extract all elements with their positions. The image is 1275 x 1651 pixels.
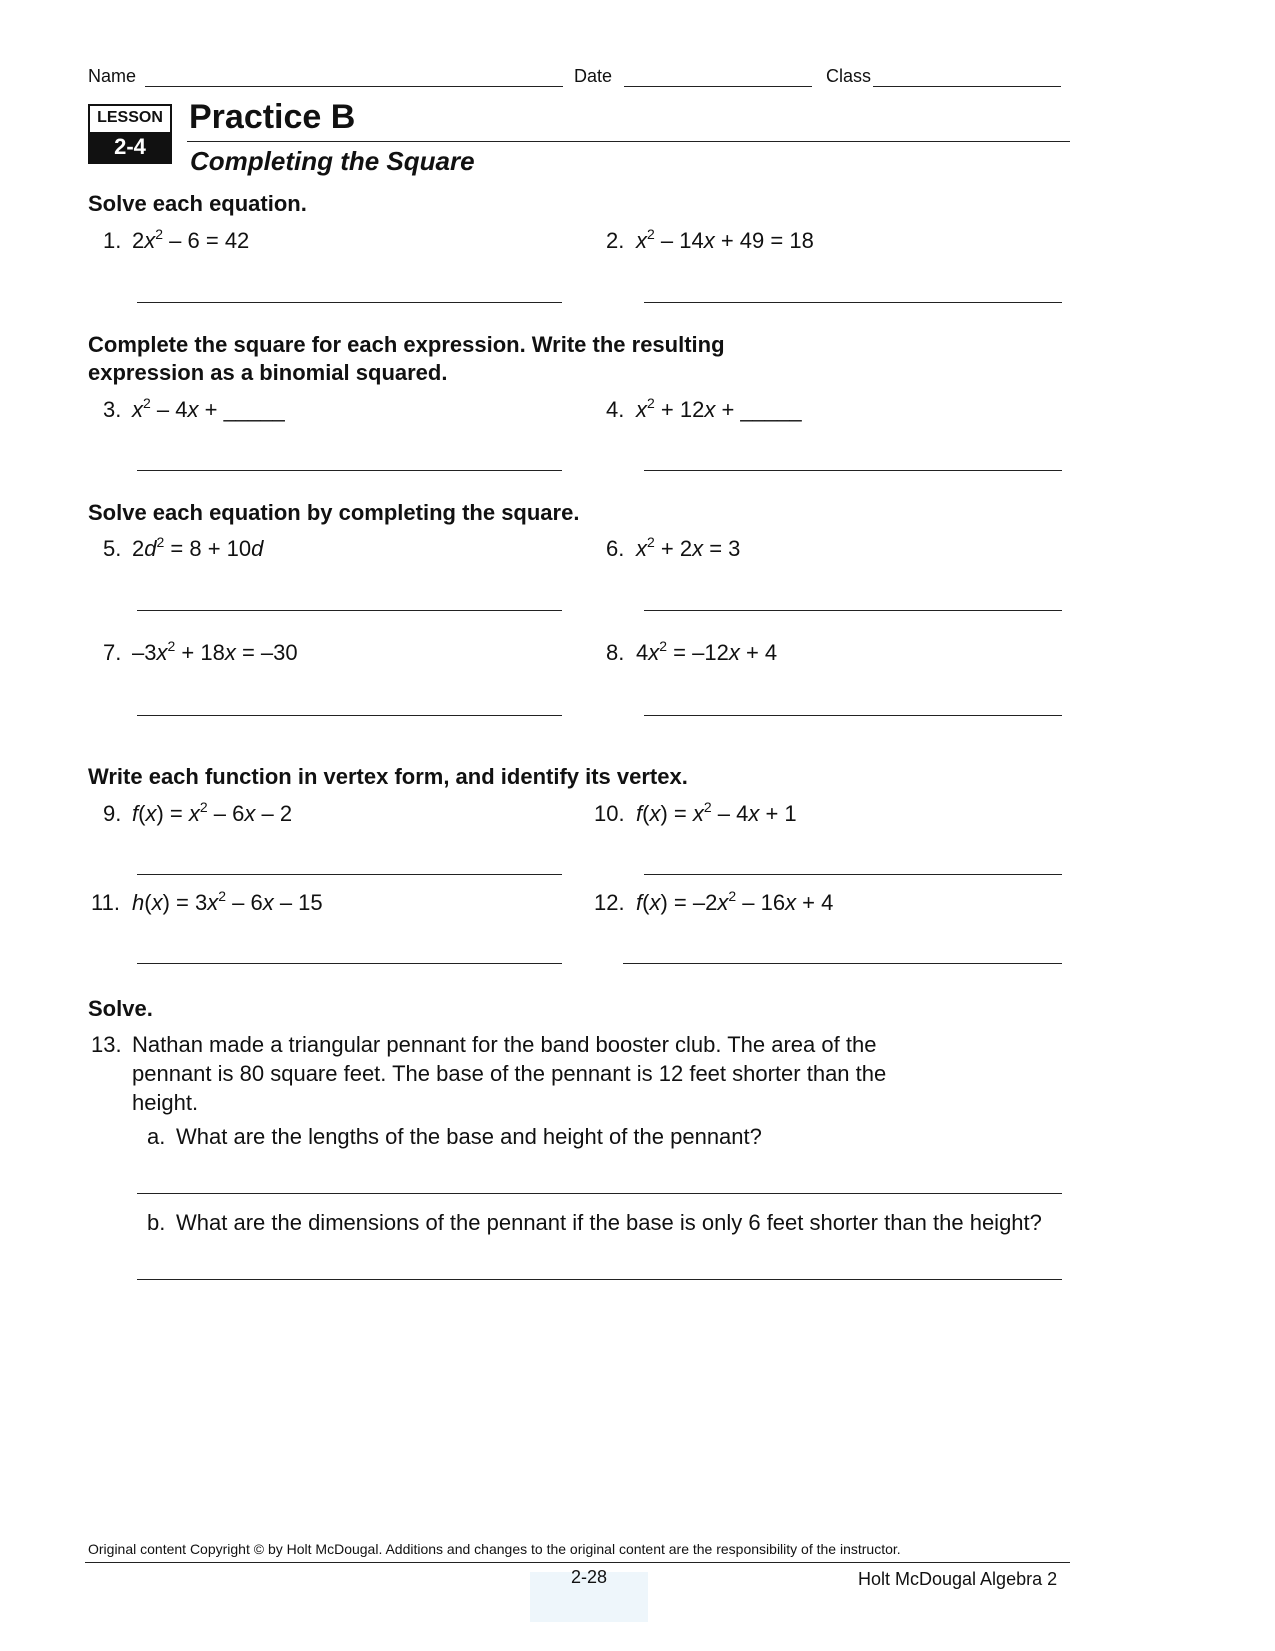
problem-number: 1. xyxy=(103,228,122,253)
problem-number: 11. xyxy=(91,890,120,915)
problem-3-expression: $x^2 - 4x$ + _____ xyxy=(132,395,285,422)
problem-number: 2. xyxy=(606,228,625,253)
date-label: Date xyxy=(574,66,613,86)
problem-13-text-1: Nathan made a triangular pennant for the band booster club. The area of the xyxy=(132,1032,877,1057)
answer-line-13a[interactable] xyxy=(137,1193,1062,1194)
page-title: Practice B xyxy=(189,98,356,136)
class-label: Class xyxy=(826,66,872,86)
problem-10-function: $f(x) = x^2 - 4x + 1$ xyxy=(636,799,797,826)
problem-number: 12. xyxy=(594,890,625,915)
problem-9-function: $f(x) = x^2 - 6x - 2$ xyxy=(132,799,293,826)
answer-line-1[interactable] xyxy=(137,302,562,303)
problem-number: 9. xyxy=(103,801,122,826)
problem-8-equation: $4x^2 = -12x + 4$ xyxy=(636,638,778,665)
section-heading-complete: Complete the square for each expression. Write the resulting xyxy=(88,332,725,357)
problem-4-expression: $x^2 + 12x$ + _____ xyxy=(636,395,802,422)
problem-number: 13. xyxy=(91,1032,122,1057)
problem-number: 3. xyxy=(103,397,122,422)
answer-line-13b[interactable] xyxy=(137,1279,1062,1280)
section-heading-vertex-form: Write each function in vertex form, and identify its vertex. xyxy=(88,764,688,789)
answer-line-6[interactable] xyxy=(644,610,1062,611)
problem-11-function: $h(x) = 3x^2 - 6x - 15$ xyxy=(132,888,323,915)
part-a-label: a. xyxy=(147,1124,166,1149)
section-heading-solve-word: Solve. xyxy=(88,996,153,1021)
footer-rule xyxy=(85,1562,1070,1563)
page-number: 2-28 xyxy=(570,1567,608,1587)
book-title: Holt McDougal Algebra 2 xyxy=(858,1569,1058,1589)
part-b-label: b. xyxy=(147,1210,166,1235)
title-rule xyxy=(187,141,1070,142)
answer-line-4[interactable] xyxy=(644,470,1062,471)
problem-2-equation: $x^2 - 14x + 49 = 18$ xyxy=(636,226,814,253)
page-subtitle: Completing the Square xyxy=(190,146,475,176)
problem-number: 7. xyxy=(103,640,122,665)
problem-1-equation: $2x^2 - 6 = 42$ xyxy=(132,226,250,253)
section-heading-complete-square: Solve each equation by completing the square. xyxy=(88,500,580,525)
problem-13-text-2: pennant is 80 square feet. The base of the pennant is 12 feet shorter than the xyxy=(132,1061,887,1086)
part-a-question: What are the lengths of the base and height of the pennant? xyxy=(176,1124,762,1149)
answer-line-12[interactable] xyxy=(623,963,1062,964)
answer-line-3[interactable] xyxy=(137,470,562,471)
problem-number: 10. xyxy=(594,801,625,826)
lesson-number: 2-4 xyxy=(90,132,170,162)
problem-7-equation: $-3x^2 + 18x = -30$ xyxy=(132,638,298,665)
answer-line-10[interactable] xyxy=(644,874,1062,875)
date-field[interactable] xyxy=(624,86,812,87)
problem-number: 6. xyxy=(606,536,625,561)
lesson-label: LESSON xyxy=(97,109,163,126)
lesson-badge xyxy=(88,104,172,164)
problem-6-equation: $x^2 + 2x = 3$ xyxy=(636,534,741,561)
problem-13-text-3: height. xyxy=(132,1090,199,1115)
copyright-notice: Original content Copyright © by Holt McDougal. Additions and changes to the original content are the responsibility of the instructor. xyxy=(88,1541,901,1557)
problem-number: 5. xyxy=(103,536,122,561)
answer-line-9[interactable] xyxy=(137,874,562,875)
answer-line-8[interactable] xyxy=(644,715,1062,716)
class-field[interactable] xyxy=(873,86,1061,87)
problem-12-function: $f(x) = -2x^2 - 16x + 4$ xyxy=(636,888,834,915)
section-heading-complete-2: expression as a binomial squared. xyxy=(88,360,448,385)
problem-number: 4. xyxy=(606,397,625,422)
answer-line-11[interactable] xyxy=(137,963,562,964)
answer-line-7[interactable] xyxy=(137,715,562,716)
name-field[interactable] xyxy=(145,86,563,87)
part-b-question: What are the dimensions of the pennant if the base is only 6 feet shorter than the height? xyxy=(176,1210,1042,1235)
answer-line-5[interactable] xyxy=(137,610,562,611)
section-heading-solve: Solve each equation. xyxy=(88,191,307,216)
problem-number: 8. xyxy=(606,640,625,665)
answer-line-2[interactable] xyxy=(644,302,1062,303)
problem-5-equation: $2d^2 = 8 + 10d$ xyxy=(132,534,264,561)
name-label: Name xyxy=(88,66,137,86)
